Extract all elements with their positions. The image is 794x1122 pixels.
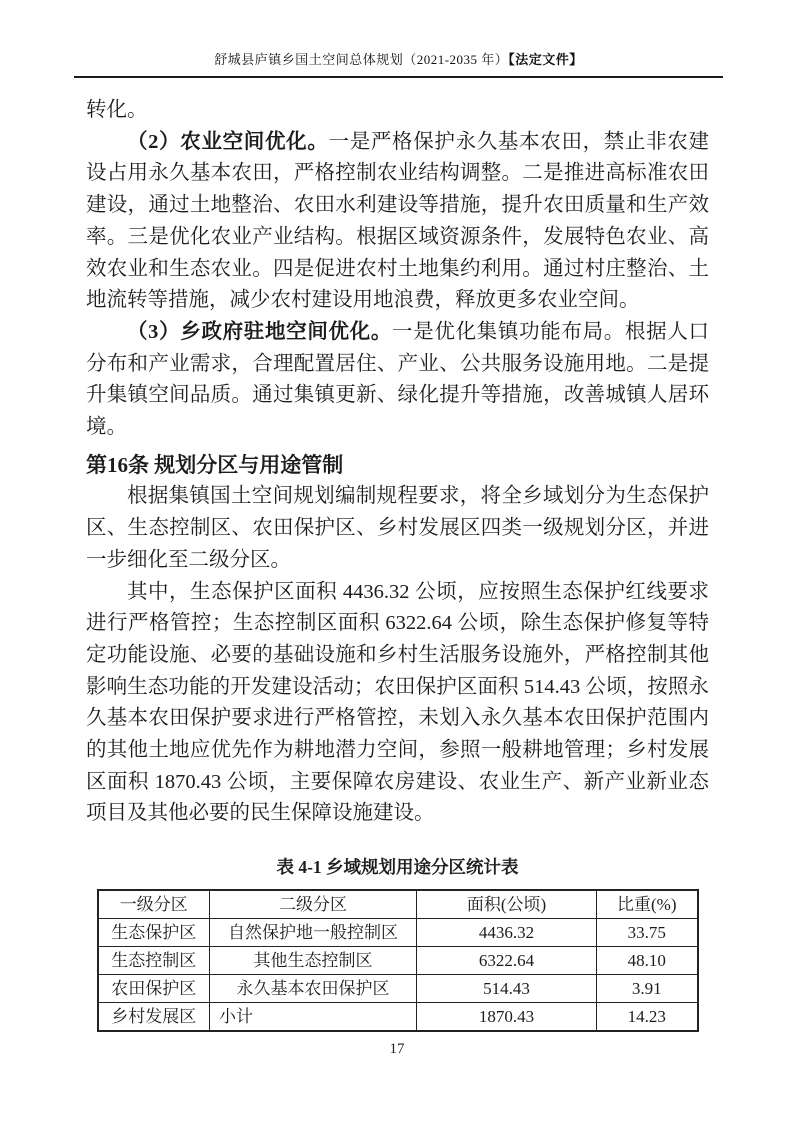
paragraph-lead-agriculture: （2）农业空间优化。	[127, 130, 329, 153]
article-16-heading: 第16条 规划分区与用途管制	[86, 452, 344, 477]
cell-zone4-proportion: 14.23	[597, 1003, 698, 1032]
table-row	[98, 1003, 698, 1032]
page-header	[74, 49, 723, 78]
cell-zone2-subzone: 其他生态控制区	[210, 947, 417, 975]
table-row	[98, 947, 698, 975]
header-badge: 【法定文件】	[508, 52, 583, 67]
cell-zone4-name: 乡村发展区	[98, 1003, 210, 1032]
cell-zone3-proportion: 3.91	[597, 975, 698, 1003]
cell-zone2-proportion: 48.10	[597, 947, 698, 975]
page-number: 17	[389, 1041, 405, 1057]
table-header-row	[98, 890, 698, 919]
cell-zone3-subzone: 永久基本农田保护区	[210, 975, 417, 1003]
paragraph-zone-areas: 其中，生态保护区面积 4436.32 公顷，应按照生态保护红线要求进行严格管控；生态控制区面积 6322.64 公顷，除生态保护修复等特定功能设施、必要的基础设施和乡村生活服务设施外，严格控制其他影响生态功能的开发建设活动；农田保护区面积 514.43 公顷，按照永久基本农田保护要求进行严格管控，未划入永久基本农田保护范围内的其他土地应优先作为耕地潜力空间，参照一般耕地管理；乡村发展区面积 1870.43 公顷，主要保障农房建设、农业生产、新产业新业态项目及其他必要的民生保障设施建设。	[86, 580, 709, 825]
paragraph-continuation: 转化。	[86, 99, 148, 121]
zoning-statistics-table	[97, 889, 699, 1032]
cell-zone1-proportion: 33.75	[597, 919, 698, 947]
col-header-area: 面积(公顷)	[417, 890, 597, 919]
col-header-level1-zone: 一级分区	[98, 890, 210, 919]
paragraph-township-optimization	[86, 317, 709, 444]
table-row	[98, 919, 698, 947]
cell-zone2-name: 生态控制区	[98, 947, 210, 975]
cell-zone1-subzone: 自然保护地一般控制区	[210, 919, 417, 947]
cell-zone4-subtotal-label: 小计	[210, 1003, 417, 1032]
table-caption: 表 4-1 乡域规划用途分区统计表	[276, 857, 519, 878]
col-header-proportion: 比重(%)	[597, 890, 698, 919]
paragraph-lead-township: （3）乡政府驻地空间优化。	[127, 320, 393, 343]
paragraph-text-agriculture: 一是严格保护永久基本农田，禁止非农建设占用永久基本农田，严格控制农业结构调整。二是推进高标准农田建设，通过土地整治、农田水利建设等措施，提升农田质量和生产效率。三是优化农业产业结构。根据区域资源条件，发展特色农业、高效农业和生态农业。四是促进农村土地集约利用。通过村庄整治、土地流转等措施，减少农村建设用地浪费，释放更多农业空间。	[86, 130, 710, 312]
cell-zone1-area: 4436.32	[417, 919, 597, 947]
cell-zone4-area: 1870.43	[417, 1003, 597, 1032]
cell-zone3-name: 农田保护区	[98, 975, 210, 1003]
paragraph-agriculture-optimization	[86, 127, 709, 317]
document-body	[86, 95, 709, 1032]
header-title: 舒城县庐镇乡国土空间总体规划（2021-2035 年）	[214, 52, 509, 67]
paragraph-text-township: 一是优化集镇功能布局。根据人口分布和产业需求，合理配置居住、产业、公共服务设施用地。二是提升集镇空间品质。通过集镇更新、绿化提升等措施，改善城镇人居环境。	[86, 320, 710, 439]
table-row	[98, 975, 698, 1003]
cell-zone1-name: 生态保护区	[98, 919, 210, 947]
cell-zone3-area: 514.43	[417, 975, 597, 1003]
paragraph-zoning-overview: 根据集镇国土空间规划编制规程要求，将全乡域划分为生态保护区、生态控制区、农田保护区、乡村发展区四类一级规划分区，并进一步细化至二级分区。	[86, 485, 709, 571]
col-header-level2-zone: 二级分区	[210, 890, 417, 919]
cell-zone2-area: 6322.64	[417, 947, 597, 975]
